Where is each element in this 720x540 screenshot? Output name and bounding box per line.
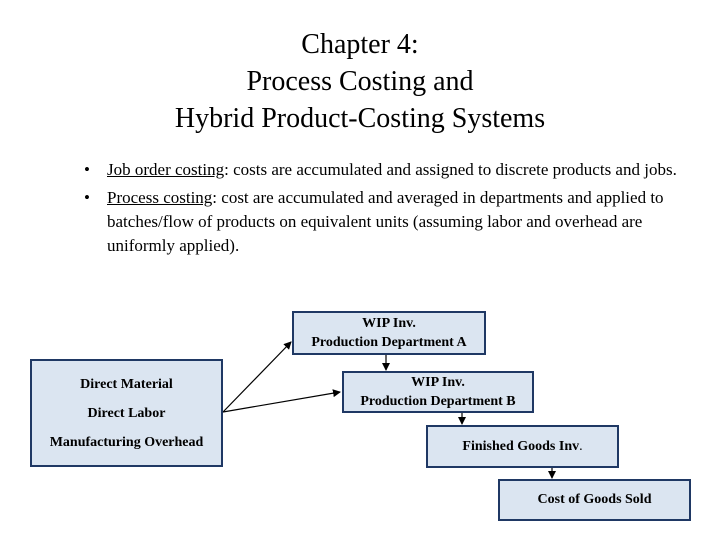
finished-goods-label: Finished Goods Inv	[462, 438, 580, 454]
finished-goods-text	[462, 439, 582, 455]
wip-department-b-box	[342, 371, 534, 413]
cost-inputs-box	[30, 359, 223, 467]
wip-a-line-2: Production Department A	[311, 335, 467, 350]
wip-a-line-1: WIP Inv.	[362, 316, 416, 331]
cost-of-goods-sold-box	[498, 479, 691, 521]
title-line-1: Chapter 4:	[301, 29, 419, 60]
cogs-label: Cost of Goods Sold	[537, 492, 652, 507]
wip-department-a-box	[292, 311, 486, 355]
slide-title	[0, 26, 720, 137]
bullet-dot: •	[84, 160, 90, 179]
bullet-term: Job order costing	[107, 160, 225, 179]
wip-b-line-1: WIP Inv.	[411, 375, 465, 390]
bullet-dot: •	[84, 188, 90, 207]
title-line-2: Process Costing and	[246, 66, 474, 97]
bullet-list	[84, 158, 684, 262]
manufacturing-overhead-label: Manufacturing Overhead	[49, 434, 204, 450]
title-line-3: Hybrid Product-Costing Systems	[174, 103, 546, 134]
finished-goods-box	[426, 425, 619, 468]
direct-material-label: Direct Material	[80, 376, 173, 392]
finished-goods-suffix: .	[579, 438, 583, 454]
arrow-source-to-wip-a	[223, 342, 291, 412]
bullet-text: : cost are accumulated and averaged in departments and applied to batches/flow of products on equivalent units (assuming labor and overhead are uniformly applied).	[107, 188, 664, 255]
arrow-source-to-wip-b	[223, 392, 340, 412]
bullet-job-order-costing	[84, 158, 684, 182]
bullet-process-costing	[84, 186, 684, 258]
bullet-text: : costs are accumulated and assigned to discrete products and jobs.	[224, 160, 677, 179]
direct-labor-label: Direct Labor	[87, 405, 166, 421]
wip-b-line-2: Production Department B	[360, 394, 516, 409]
bullet-term: Process costing	[107, 188, 213, 207]
